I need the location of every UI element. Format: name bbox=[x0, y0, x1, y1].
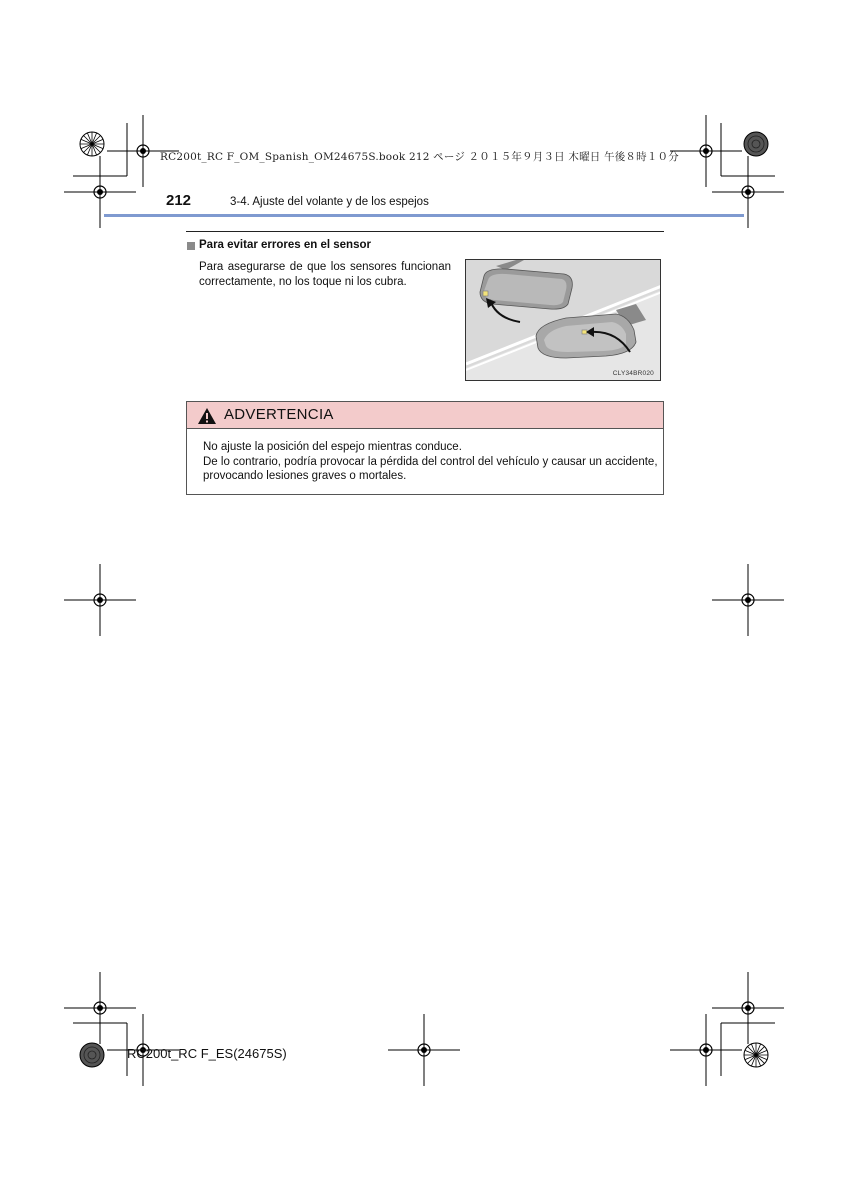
mirror-drawing bbox=[466, 260, 661, 381]
sensor-marker-top bbox=[483, 291, 488, 296]
section-divider bbox=[186, 231, 664, 232]
warning-triangle-icon bbox=[197, 407, 217, 425]
warning-line: provocando lesiones graves o mortales. bbox=[203, 470, 407, 482]
print-file-info: RC200t_RC F_OM_Spanish_OM24675S.book 212 ページ ２０１５年９月３日 木曜日 午後８時１０分 bbox=[160, 151, 679, 163]
warning-body bbox=[203, 440, 659, 484]
sensor-subheading: Para evitar errores en el sensor bbox=[199, 239, 371, 251]
warning-box bbox=[186, 401, 664, 495]
section-title: 3-4. Ajuste del volante y de los espejos bbox=[230, 196, 429, 208]
mirror-sensor-illustration bbox=[465, 259, 661, 381]
figure-code: CLY34BR020 bbox=[612, 370, 654, 377]
warning-title: ADVERTENCIA bbox=[224, 406, 334, 423]
page-number: 212 bbox=[166, 192, 192, 209]
header-divider bbox=[104, 214, 744, 217]
footer-model-code: RC200t_RC F_ES(24675S) bbox=[127, 1046, 287, 1061]
warning-line: De lo contrario, podría provocar la pérdida del control del vehículo y causar un accidente, bbox=[203, 455, 658, 468]
sensor-body-text: Para asegurarse de que los sensores funcionan correctamente, no los toque ni los cubra. bbox=[199, 261, 451, 288]
square-bullet-icon bbox=[187, 242, 195, 250]
warning-header bbox=[187, 402, 663, 429]
warning-line: No ajuste la posición del espejo mientras conduce. bbox=[203, 441, 462, 453]
